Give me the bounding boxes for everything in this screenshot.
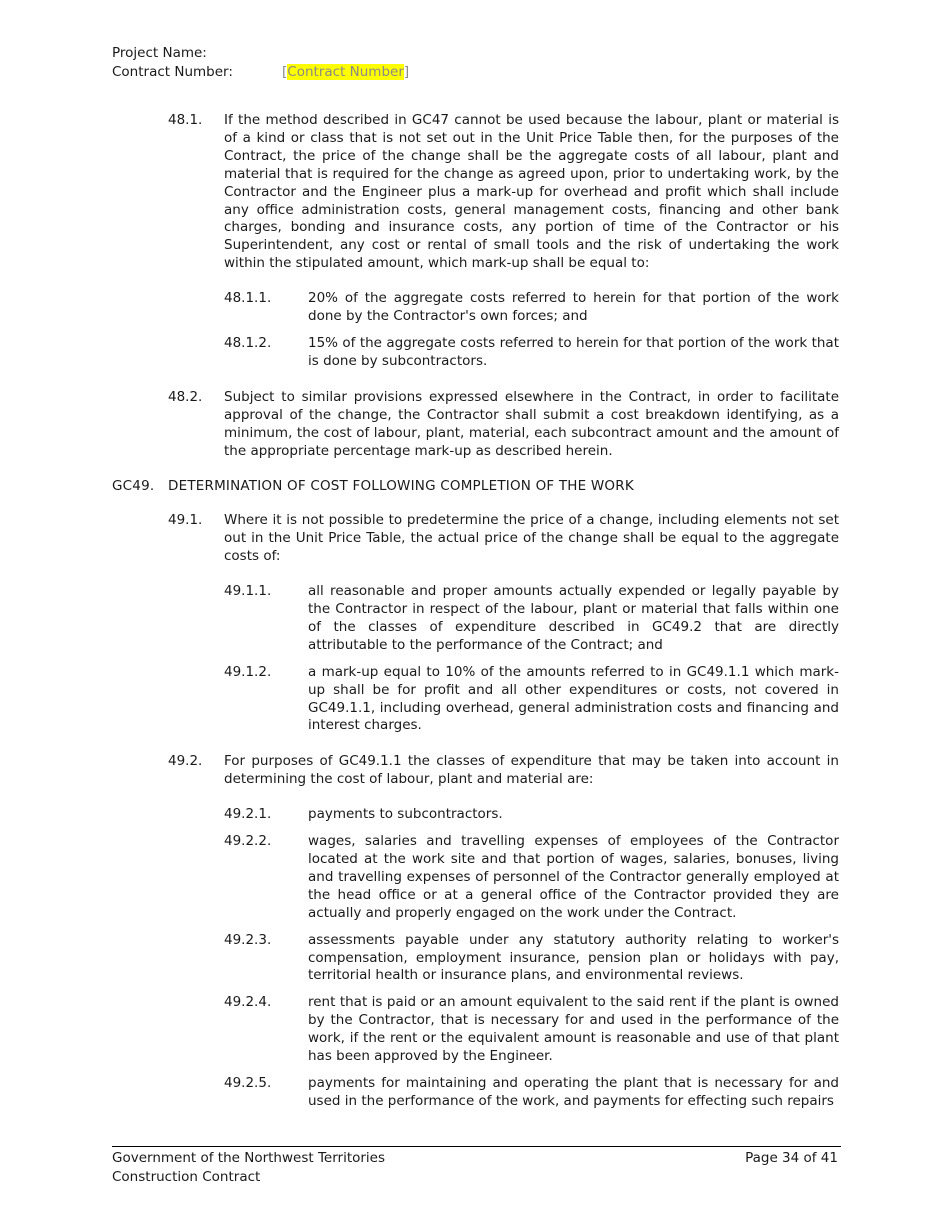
clause-49-2-1 <box>224 806 839 824</box>
clause-text: wages, salaries and travelling expenses of employees of the Contractor located at the work site and that portion of wages, salaries, bonuses, living and travelling expenses of personnel of the Contractor generally employed at the head office or at a general office of the Contractor provided they are actually and properly engaged on the work under the Contract. <box>308 833 839 921</box>
clause-number: 49.2.5. <box>224 1074 272 1091</box>
clause-text: payments for maintaining and operating the plant that is necessary for and used in the performance of the work, and payments for effecting such repairs <box>308 1074 839 1109</box>
footer-left <box>112 1149 385 1187</box>
section-number: GC49. <box>112 478 155 495</box>
section-title: DETERMINATION OF COST FOLLOWING COMPLETION OF THE WORK <box>168 478 634 495</box>
clause-text: payments to subcontractors. <box>308 806 503 823</box>
clause-49-1-1 <box>224 583 839 655</box>
clause-49-2 <box>168 753 839 789</box>
section-heading-gc49 <box>112 477 839 495</box>
clause-49-2-4 <box>224 994 839 1066</box>
clause-number: 49.2.2. <box>224 833 272 850</box>
clause-text: assessments payable under any statutory authority relating to worker's compensation, employment insurance, pension plan or holidays with pay, territorial health or insurance plans, and environmental reviews. <box>308 931 839 984</box>
contract-number-placeholder: Contract Number <box>287 64 404 80</box>
clause-text: If the method described in GC47 cannot be used because the labour, plant or material is of a kind or class that is not set out in the Unit Price Table then, for the purposes of the Contract, the price of the change shall be the aggregate costs of all labour, plant and material that is required for the change as agreed upon, prior to undertaking work, by the Contractor and the Engineer plus a mark-up for overhead and profit which shall include any office administration costs, general management costs, financing and other bank charges, bonding and insurance costs, any portion of time of the Contractor or his Superintendent, any cost or rental of small tools and the risk of undertaking the work within the stipulated amount, which mark-up shall be equal to: <box>224 112 839 272</box>
contract-number-row <box>112 63 409 82</box>
clause-text: Subject to similar provisions expressed elsewhere in the Contract, in order to facilitate approval of the change, the Contractor shall submit a cost breakdown identifying, as a minimum, the cost of labour, plant, material, each subcontract amount and the amount of the appropriate percentage mark-up as described herein. <box>224 388 839 459</box>
clause-number: 49.2.1. <box>224 806 272 823</box>
page-number: Page 34 of 41 <box>745 1150 838 1166</box>
footer-divider <box>112 1146 841 1147</box>
footer-right <box>745 1149 838 1168</box>
clause-number: 48.1. <box>168 112 203 128</box>
clause-text: a mark-up equal to 10% of the amounts referred to in GC49.1.1 which mark-up shall be for profit and all other expenditures or costs, not covered in GC49.1.1, including overhead, general administration costs and financing and interest charges. <box>308 663 839 734</box>
clause-number: 48.1.1. <box>224 290 272 307</box>
clause-text: Where it is not possible to predetermine the price of a change, including elements not set out in the Unit Price Table, the actual price of the change shall be equal to the aggregate costs of: <box>224 512 839 565</box>
clause-49-2-2 <box>224 833 839 923</box>
clause-number: 48.2. <box>168 388 203 405</box>
clause-48-1 <box>168 112 839 273</box>
clause-number: 49.1.2. <box>224 663 272 680</box>
clause-number: 49.1.1. <box>224 583 272 600</box>
clause-49-2-3 <box>224 932 839 986</box>
clause-number: 49.2.3. <box>224 931 272 948</box>
clause-48-1-2 <box>224 335 839 371</box>
clause-number: 49.1. <box>168 512 203 529</box>
clause-text: rent that is paid or an amount equivalent to the said rent if the plant is owned by the Contractor, that is necessary for and used in the performance of the work, if the rent or the equivalent amount is reasonable and use of that plant has been approved by the Engineer. <box>308 994 839 1065</box>
clause-text: all reasonable and proper amounts actually expended or legally payable by the Contractor in respect of the labour, plant or material that falls within one of the classes of expenditure described in GC49.2 that are directly attributable to the performance of the Contract; and <box>308 583 839 653</box>
footer-organization: Government of the Northwest Territories <box>112 1150 386 1166</box>
clause-48-1-1 <box>224 290 839 326</box>
clause-number: 49.2. <box>168 753 203 770</box>
contract-number-field[interactable]: [Contract Number] <box>282 64 410 80</box>
clause-number: 49.2.4. <box>224 994 272 1011</box>
project-name-row <box>112 44 409 63</box>
footer-document-type: Construction Contract <box>112 1169 261 1185</box>
clause-49-1-2 <box>224 664 839 736</box>
clause-49-2-5 <box>224 1075 839 1111</box>
document-body <box>112 112 839 1111</box>
clause-49-1 <box>168 512 839 566</box>
clause-number: 48.1.2. <box>224 334 272 351</box>
project-name-label: Project Name: <box>112 45 207 61</box>
clause-text: 20% of the aggregate costs referred to herein for that portion of the work done by the Contractor's own forces; and <box>308 290 839 325</box>
clause-48-2 <box>168 389 839 461</box>
clause-text: For purposes of GC49.1.1 the classes of expenditure that may be taken into account in determining the cost of labour, plant and material are: <box>224 753 839 788</box>
contract-number-label: Contract Number: <box>112 64 233 80</box>
clause-text: 15% of the aggregate costs referred to herein for that portion of the work that is done by subcontractors. <box>308 334 839 369</box>
document-header <box>112 44 409 82</box>
